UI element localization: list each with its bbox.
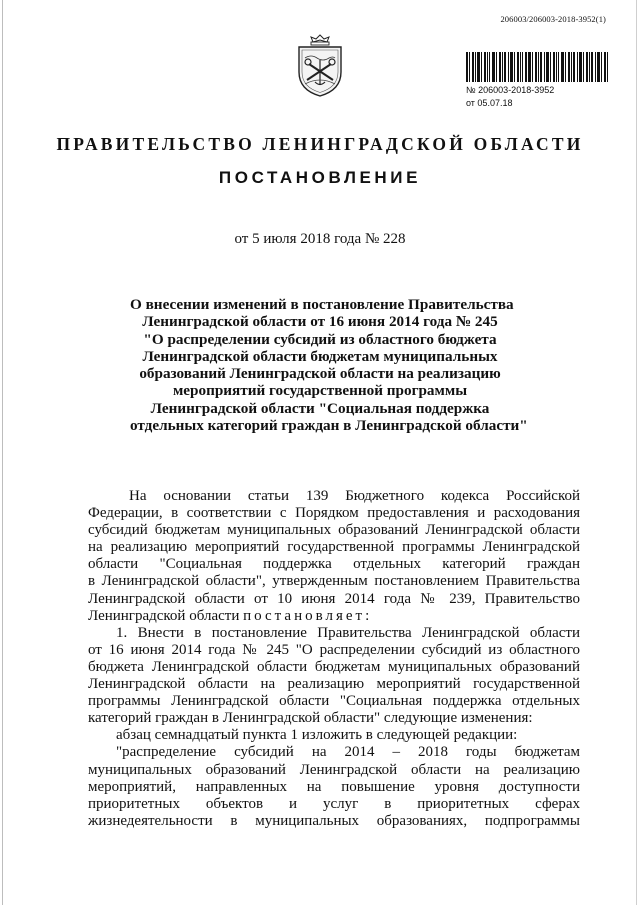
document-body [88, 488, 580, 830]
title-line: мероприятий государственной программы [172, 382, 468, 400]
body-line [88, 608, 580, 625]
organization-name: ПРАВИТЕЛЬСТВО ЛЕНИНГРАДСКОЙ ОБЛАСТИ [56, 134, 584, 154]
body-line: "распределение субсидий на 2014 – 2018 годы бюджетам [116, 744, 580, 761]
body-text: Ленинградской области [88, 607, 244, 624]
body-line: в Ленинградской области", утвержденным постановлением Правительства [88, 573, 580, 590]
document-title [130, 296, 528, 435]
registration-date: от 05.07.18 [466, 98, 513, 108]
body-line: программы Ленинградской области "Социальная поддержка отдельных [88, 693, 580, 710]
body-line: на реализацию мероприятий государственной программы Ленинградской [88, 539, 580, 556]
body-line: 1. Внести в постановление Правительства Ленинградской области [116, 624, 580, 641]
body-line: Ленинградской области на реализацию мероприятий государственной [88, 676, 580, 693]
body-line: области "Социальная поддержка отдельных категорий граждан [88, 556, 580, 573]
body-line: Ленинградской области от 10 июня 2014 года № 239, Правительство [88, 590, 580, 607]
title-line: отдельных категорий граждан в Ленинградской области" [130, 417, 528, 435]
body-line: муниципальных образований Ленинградской области на реализацию [88, 761, 580, 778]
body-line: абзац семнадцатый пункта 1 изложить в следующей редакции: [116, 727, 518, 744]
body-line: бюджета Ленинградской области бюджетам муниципальных образований [88, 658, 580, 675]
body-line: от 16 июня 2014 года № 245 "О распределении субсидий из областного [88, 641, 580, 658]
body-line: На основании статьи 139 Бюджетного кодекса Российской [129, 488, 580, 504]
body-line: приоритетных объектов и услуг в приоритетных сферах [88, 795, 580, 812]
title-line: "О распределении субсидий из областного бюджета [143, 330, 497, 348]
barcode-icon [466, 52, 608, 82]
coat-of-arms-icon [293, 34, 347, 98]
title-line: Ленинградской области от 16 июня 2014 года № 245 [142, 313, 498, 331]
body-line: субсидий бюджетам муниципальных образований Ленинградской области [88, 522, 580, 539]
resolution-word: постановляет: [243, 607, 373, 624]
title-line: О внесении изменений в постановление Правительства [130, 296, 514, 313]
document-type: ПОСТАНОВЛЕНИЕ [218, 168, 422, 187]
document-code: 206003/206003-2018-3952(1) [500, 14, 606, 24]
body-line: категорий граждан в Ленинградской области" следующие изменения: [88, 710, 533, 727]
body-line: Федерации, в соответствии с Порядком предоставления и расходования [88, 505, 580, 522]
body-line: жизнедеятельности в муниципальных образованиях, подпрограммы [88, 812, 580, 829]
title-line: образований Ленинградской области на реализацию [139, 365, 501, 383]
title-line: Ленинградской области бюджетам муниципальных [142, 347, 498, 365]
registration-number: № 206003-2018-3952 [466, 85, 555, 95]
body-line: мероприятий, направленных на повышение уровня доступности [88, 778, 580, 795]
title-line: Ленинградской области "Социальная поддержка [150, 399, 490, 417]
document-date-number: от 5 июля 2018 года № 228 [234, 231, 406, 247]
